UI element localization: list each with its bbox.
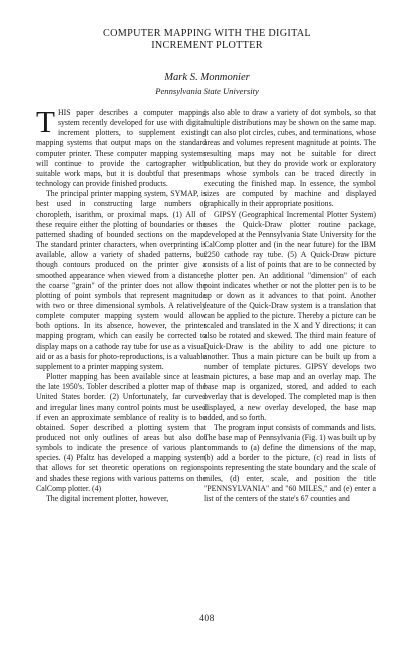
right-paragraph-3: The program input consists of commands and lists. The base map of Pennsylvania (Fig. 1) was built up by commands to (a) define the dimensions of the map, (b) add a border to the picture, (c) read in lists of points representing the state boundary and the scale of miles, (d) enter, scale, and position the title "PENNSYLVANIA" and "60 MILES," and (e) enter a list of the centers of the state's 67 counties and	[204, 422, 376, 503]
left-paragraph-4: The digital increment plotter, however,	[46, 493, 169, 503]
page-number: 408	[199, 614, 215, 624]
left-paragraph-3: Plotter mapping has been available since at least the late 1950's. Tobler described a plotter map of the United States border. (2) Unfortunately, far curved and irregular lines many control points must be used if even an approximate semblance of reality is to be obtained. Soper described a plotting system that produced not only outlines of areas but also dot symbols to indicate the presence of various plant species. (4) Pfaltz has developed a mapping system that allows for set theoretic operations on regions, and shades these regions with various patterns on the CalComp plotter. (4)	[36, 372, 206, 493]
author-affiliation: Pennsylvania State University	[155, 86, 259, 96]
paper-title-line-1: COMPUTER MAPPING WITH THE DIGITAL	[103, 28, 311, 39]
left-column	[36, 108, 206, 614]
drop-cap: T	[36, 108, 55, 139]
left-paragraph-2: The principal printer mapping system, SYMAP, is best used in constructing large numbers of choropleth, isarithm, or proximal maps. (1) All of these require either the plotting of boundaries or the patterned shading of bounded sections on the map. The standard printer characters, when overprinting is available, allow a variety of shaded patterns, but though contours produced on the printer give a smoothed appearance when viewed from a distance, the coarse "grain" of the printer does not allow the plotting of point symbols that represent magnitude with two or three dimensional symbols. A relatively complete computer mapping system would allow both options. In its absence, however, the printer mapping program, which can easily be corrected to display maps on a cathode ray tube for use as a visual aid or as a basis for photo-reproductions, is a valuable supplement to a printer mapping system.	[36, 189, 206, 371]
right-paragraph-1: is also able to draw a variety of dot symbols, so that multiple distributions may be shown on the same map. It can also plot circles, cubes, and terminations, whose areas and volumes represent magnitude at points. The resulting maps may not be suitable for direct publication, but they do provide work or exploratory maps whose symbols can be traced directly in executing the finished map. In essence, the symbol sizes are computed by machine and displayed graphically in their appropriate positions.	[204, 108, 376, 209]
right-paragraph-2: GIPSY (Geographical Incremental Plotter System) uses the Quick-Draw plotter routine package, developed at the Pennsylvania State University for the CalComp plotter and (in the near future) for the IBM 2250 cathode ray tube. (5) A Quick-Draw picture consists of a list of points that are to be connected by the plotter pen. An additional "dimension" of each point indicates whether or not the plotter pen is to be up or down as it advances to that point. Another feature of the Quick-Draw system is a translation that can be applied to the picture. Thereby a picture can be scaled and translated in the X and Y directions; it can also be rotated and skewed. The third main feature of Quick-Draw is the ability to add one picture to another. Thus a main picture can be built up from a number of template pictures. GIPSY develops two main pictures, a base map and an overlay map. The base map is organized, stored, and added to each overlay that is developed. The completed map is then displayed, a new overlay developed, the base map added, and so forth.	[204, 209, 376, 422]
paper-title-line-2: INCREMENT PLOTTER	[151, 40, 263, 51]
right-column	[204, 108, 376, 614]
left-paragraph-1-text: HIS paper describes a computer mapping system recently developed for use with digital increment plotters, to supplement existing mapping systems that output maps on the standard computer printer. These computer mapping systems will continue to provide the cartographer with suitable work maps, but it is doubtful that present technology can provide finished products.	[36, 108, 206, 189]
left-paragraph-1	[36, 108, 206, 189]
author-name: Mark S. Monmonier	[164, 72, 250, 83]
